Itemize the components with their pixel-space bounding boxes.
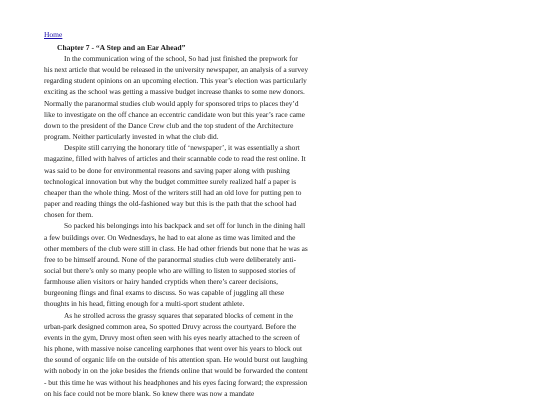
paragraph: In the communication wing of the school, So had just finished the prepwork for his next article that would be released in the university newspaper, an analysis of a survey regarding student opinions on an upcoming election. This year’s election was particularly exciting as the school was getting a massive budget increase thanks to some new donors. Normally the paranormal studies club would apply for sponsored trips to places they’d like to investigate on the off chance an eccentric candidate won but this year’s race came down to the president of the Dance Crew club and the top student of the Architecture program. Neither particularly invested in what the club did.: [44, 54, 308, 142]
paragraph: Despite still carrying the honorary title of ‘newspaper’, it was essentially a short magazine, filled with halves of articles and their scannable code to read the rest online. It was said to be done for environmental reasons and saving paper along with pushing technological innovation but why the budget committee surely realized half a paper is cheaper than the whole thing. Most of the writers still had an old love for putting pen to paper and reading things the old-fashioned way but this is the path that the school had chosen for them.: [44, 143, 306, 220]
home-link[interactable]: Home: [44, 30, 63, 39]
paragraph: As he strolled across the grassy squares that separated blocks of cement in the urban-park designed common area, So spotted Druvy across the courtyard. Before the events in the gym, Druvy most often seen with his eyes nearly attached to the screen of his phone, with massive noise canceling earphones that went over his years to block out the sound of organic life on the outside of his attention span. He would burst out laughing with nobody in on the joke besides the friends online that would be forwarded the content - but this time he was without his headphones and his eyes facing forward; the expression on his face could not be more blank. So knew there was now a mandate: [44, 310, 308, 398]
paragraph: So packed his belongings into his backpack and set off for lunch in the dining hall a few buildings over. On Wednesdays, he had to eat alone as time was limited and the other members of the club were still in class. He had other friends but none that he was as free to be himself around. None of the paranormal studies club were deliberately anti-social but there’s only so many people who are willing to listen to supposed stories of farmhouse alien visitors or hairy handed cryptids when there’s career decisions, burgeoning flings and final exams to discuss. So was capable of juggling all these thoughts in his head, fitting enough for a multi-sport student athlete.: [44, 221, 308, 309]
document-page: [44, 24, 308, 399]
chapter-title: Chapter 7 - “A Step and an Ear Ahead”: [57, 43, 186, 52]
